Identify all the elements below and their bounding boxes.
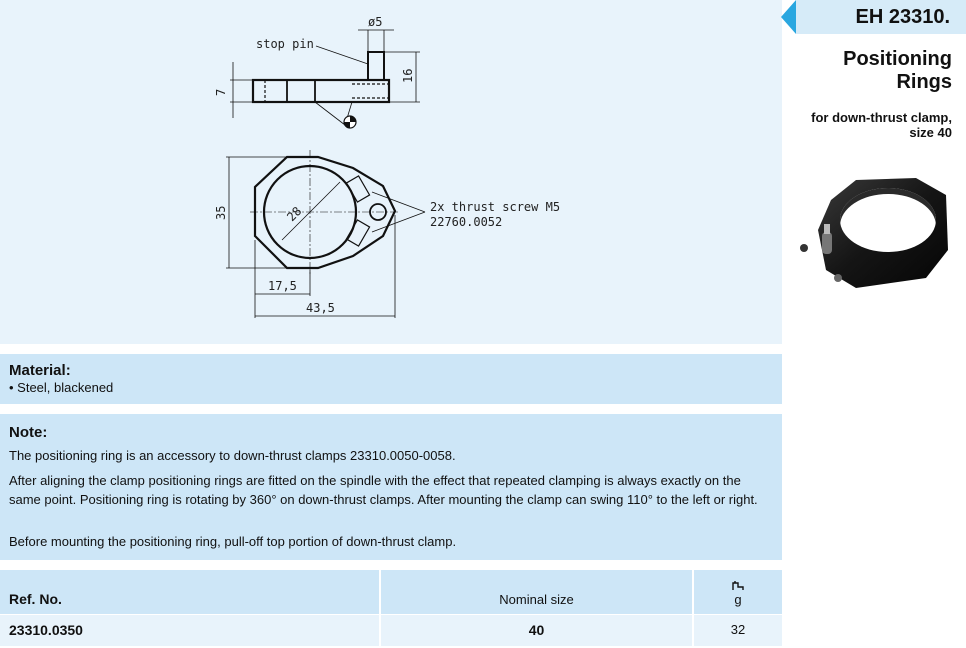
- table-header-weight: [694, 570, 782, 614]
- table-row-weight: [694, 615, 782, 646]
- note-paragraph-1: The positioning ring is an accessory to down-thrust clamps 23310.0050-0058.: [9, 448, 456, 463]
- product-subtitle: [811, 110, 952, 140]
- dim-43-5-label: 43,5: [306, 301, 335, 315]
- drawing-svg: [0, 0, 782, 344]
- note-paragraph-2: After aligning the clamp positioning rings are fitted on the spindle with the effect that repeated clamping is always exactly on the same point. Positioning ring is rotating by 360° on down-thrust clamps. After mounting the clamp can swing 110° to the left or right.: [9, 473, 758, 507]
- table-header-ref: [0, 570, 379, 614]
- product-subtitle-line2: size 40: [909, 125, 952, 140]
- thrust-screw-label: 2x thrust screw M5: [430, 200, 561, 214]
- product-title-line2: Rings: [896, 71, 952, 93]
- row-weight: 32: [730, 622, 746, 637]
- row-ref: 23310.0350: [9, 622, 83, 638]
- dim-35-label: 35: [214, 205, 228, 220]
- stop-pin-label: stop pin: [256, 37, 314, 51]
- thrust-screw-ref: 22760.0052: [430, 215, 503, 229]
- header-size-label: Nominal size: [499, 592, 574, 607]
- table-row: [0, 615, 379, 646]
- material-heading: Material:: [9, 362, 71, 379]
- technical-drawing: [0, 0, 782, 344]
- dim-diameter-label: ø5: [368, 15, 383, 29]
- header-arrow-icon: [781, 0, 796, 34]
- material-section: [0, 354, 782, 404]
- center-point-icon: [344, 116, 356, 128]
- note-paragraph-3: Before mounting the positioning ring, pull-off top portion of down-thrust clamp.: [9, 534, 457, 549]
- weight-icon: [731, 581, 745, 591]
- dim-16-label: 16: [401, 68, 415, 83]
- product-subtitle-line1: for down-thrust clamp,: [811, 110, 952, 125]
- table-row-size: [381, 615, 692, 646]
- dim-17-5-label: 17,5: [268, 279, 297, 293]
- dim-28-label: 28: [284, 204, 305, 225]
- material-item: • Steel, blackened: [9, 380, 114, 395]
- product-photo: [796, 160, 956, 300]
- header-weight-unit: g: [734, 592, 742, 607]
- row-size: 40: [528, 622, 545, 638]
- note-heading: Note:: [9, 424, 48, 441]
- header-badge: [796, 0, 966, 34]
- dim-7-label: 7: [214, 88, 228, 96]
- table-header-size: [381, 570, 692, 614]
- product-title: [843, 48, 952, 94]
- product-code: EH 23310.: [855, 6, 950, 28]
- note-section: [0, 414, 782, 560]
- product-title-line1: Positioning: [843, 48, 952, 70]
- header-ref-label: Ref. No.: [9, 591, 62, 607]
